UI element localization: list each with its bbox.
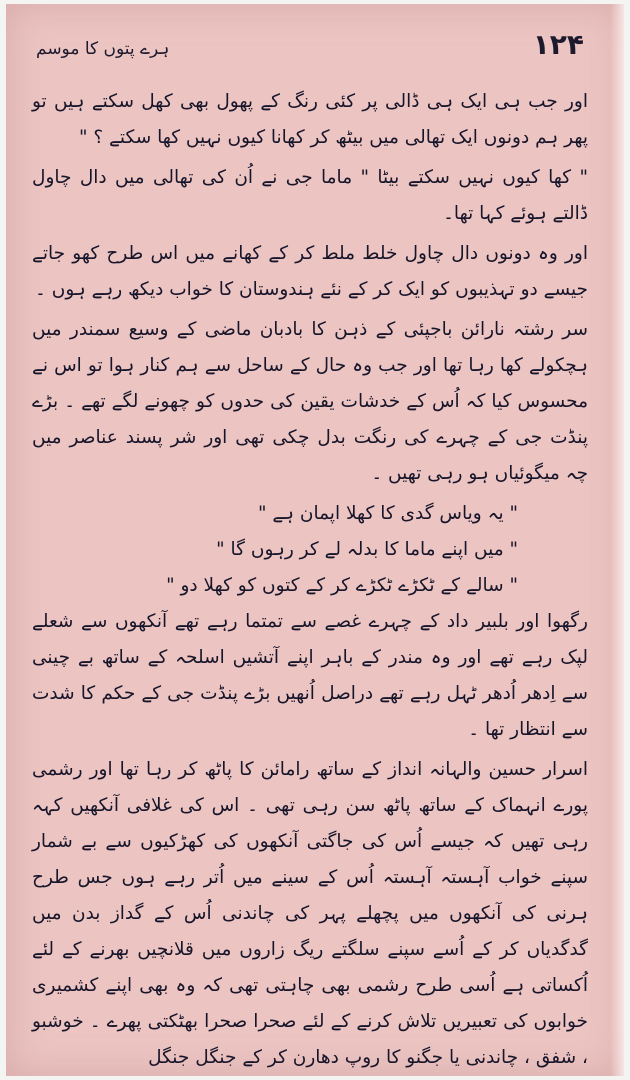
- quote-line: " میں اپنے ماما کا بدلہ لے کر رہوں گا ": [216, 539, 518, 560]
- paragraph: " کھا کیوں نہیں سکتے بیٹا " ماما جی نے اُن کی تھالی میں دال چاول ڈالتے ہوئے کہا تھا۔: [32, 167, 588, 224]
- paragraph: اور جب ہی ایک ہی ڈالی پر کئی رنگ کے پھول بھی کھل سکتے ہیں تو پھر ہم دونوں ایک تھالی میں بیٹھ کر کھانا کیوں نہیں کھا سکتے ؟ ": [32, 91, 588, 148]
- paragraph: رگھوا اور بلبیر داد کے چہرے غصے سے تمتما رہے تھے آنکھوں سے شعلے لپک رہے تھے اور وہ مندر کے باہر اپنے آتشیں اسلحہ کے ساتھ بے چینی سے اِدھر اُدھر ٹہل رہے تھے دراصل اُنھیں بڑے پنڈت جی کے حکم کا شدت سے انتظار تھا ۔: [32, 611, 588, 740]
- quote-line: " یہ ویاس گدی کا کھلا اپمان ہے ": [257, 503, 518, 524]
- page-number: ۱۲۴: [532, 28, 584, 61]
- book-page: [6, 4, 624, 1076]
- running-title: ہرے پتوں کا موسم: [36, 39, 170, 59]
- paragraph: اور وہ دونوں دال چاول خلط ملط کر کے کھانے میں اس طرح کھو جاتے جیسے دو تہذیبوں کو ایک کر کے نئے ہندوستان کا خواب دیکھ رہے ہوں ۔: [32, 243, 588, 300]
- paragraph: سر رشتہ نارائن باجپئی کے ذہن کا بادبان ماضی کے وسیع سمندر میں ہچکولے کھا رہا تھا اور جب وہ حال کے ساحل سے ہم کنار ہوا تو اس نے محسوس کیا کہ اُس کے خدشات یقین کی حدوں کو چھونے لگے تھے ۔ بڑے پنڈت جی کے چہرے کی رنگت بدل چکی تھی اور شر پسند عناصر میں چہ میگوئیاں ہو رہی تھیں ۔: [32, 319, 588, 484]
- page-header: [6, 26, 624, 70]
- body-text: [32, 84, 588, 1076]
- page-spine-edge: [610, 4, 624, 1076]
- quote-line: " سالے کے ٹکڑے ٹکڑے کر کے کتوں کو کھلا دو ": [166, 575, 518, 596]
- paragraph: اسرار حسین والہانہ انداز کے ساتھ رامائن کا پاٹھ کر رہا تھا اور رشمی پورے انہماک کے ساتھ پاٹھ سن رہی تھی ۔ اس کی غلافی آنکھیں کہہ رہی تھیں کہ جیسے اُس کی جاگتی آنکھوں کی کھڑکیوں سے بے شمار سپنے خواب آہستہ آہستہ اُس کے سینے میں اُتر رہے ہوں جس طرح ہرنی کی آنکھوں میں پچھلے پہر کی چاندنی اُس کے گداز بدن میں گدگدیاں کر کے اُسے سپنے سلگتے ریگ زاروں میں قلانچیں بھرنے کے لئے اُکساتی ہے اُسی طرح رشمی بھی چاہتی تھی کہ وہ بھی اپنے کشمیری خوابوں کی تعبیریں تلاش کرنے کے لئے صحرا صحرا بھٹکتی پھرے ۔ خوشبو ، شفق ، چاندنی یا جگنو کا روپ دھارن کر کے جنگل جنگل: [32, 759, 588, 1068]
